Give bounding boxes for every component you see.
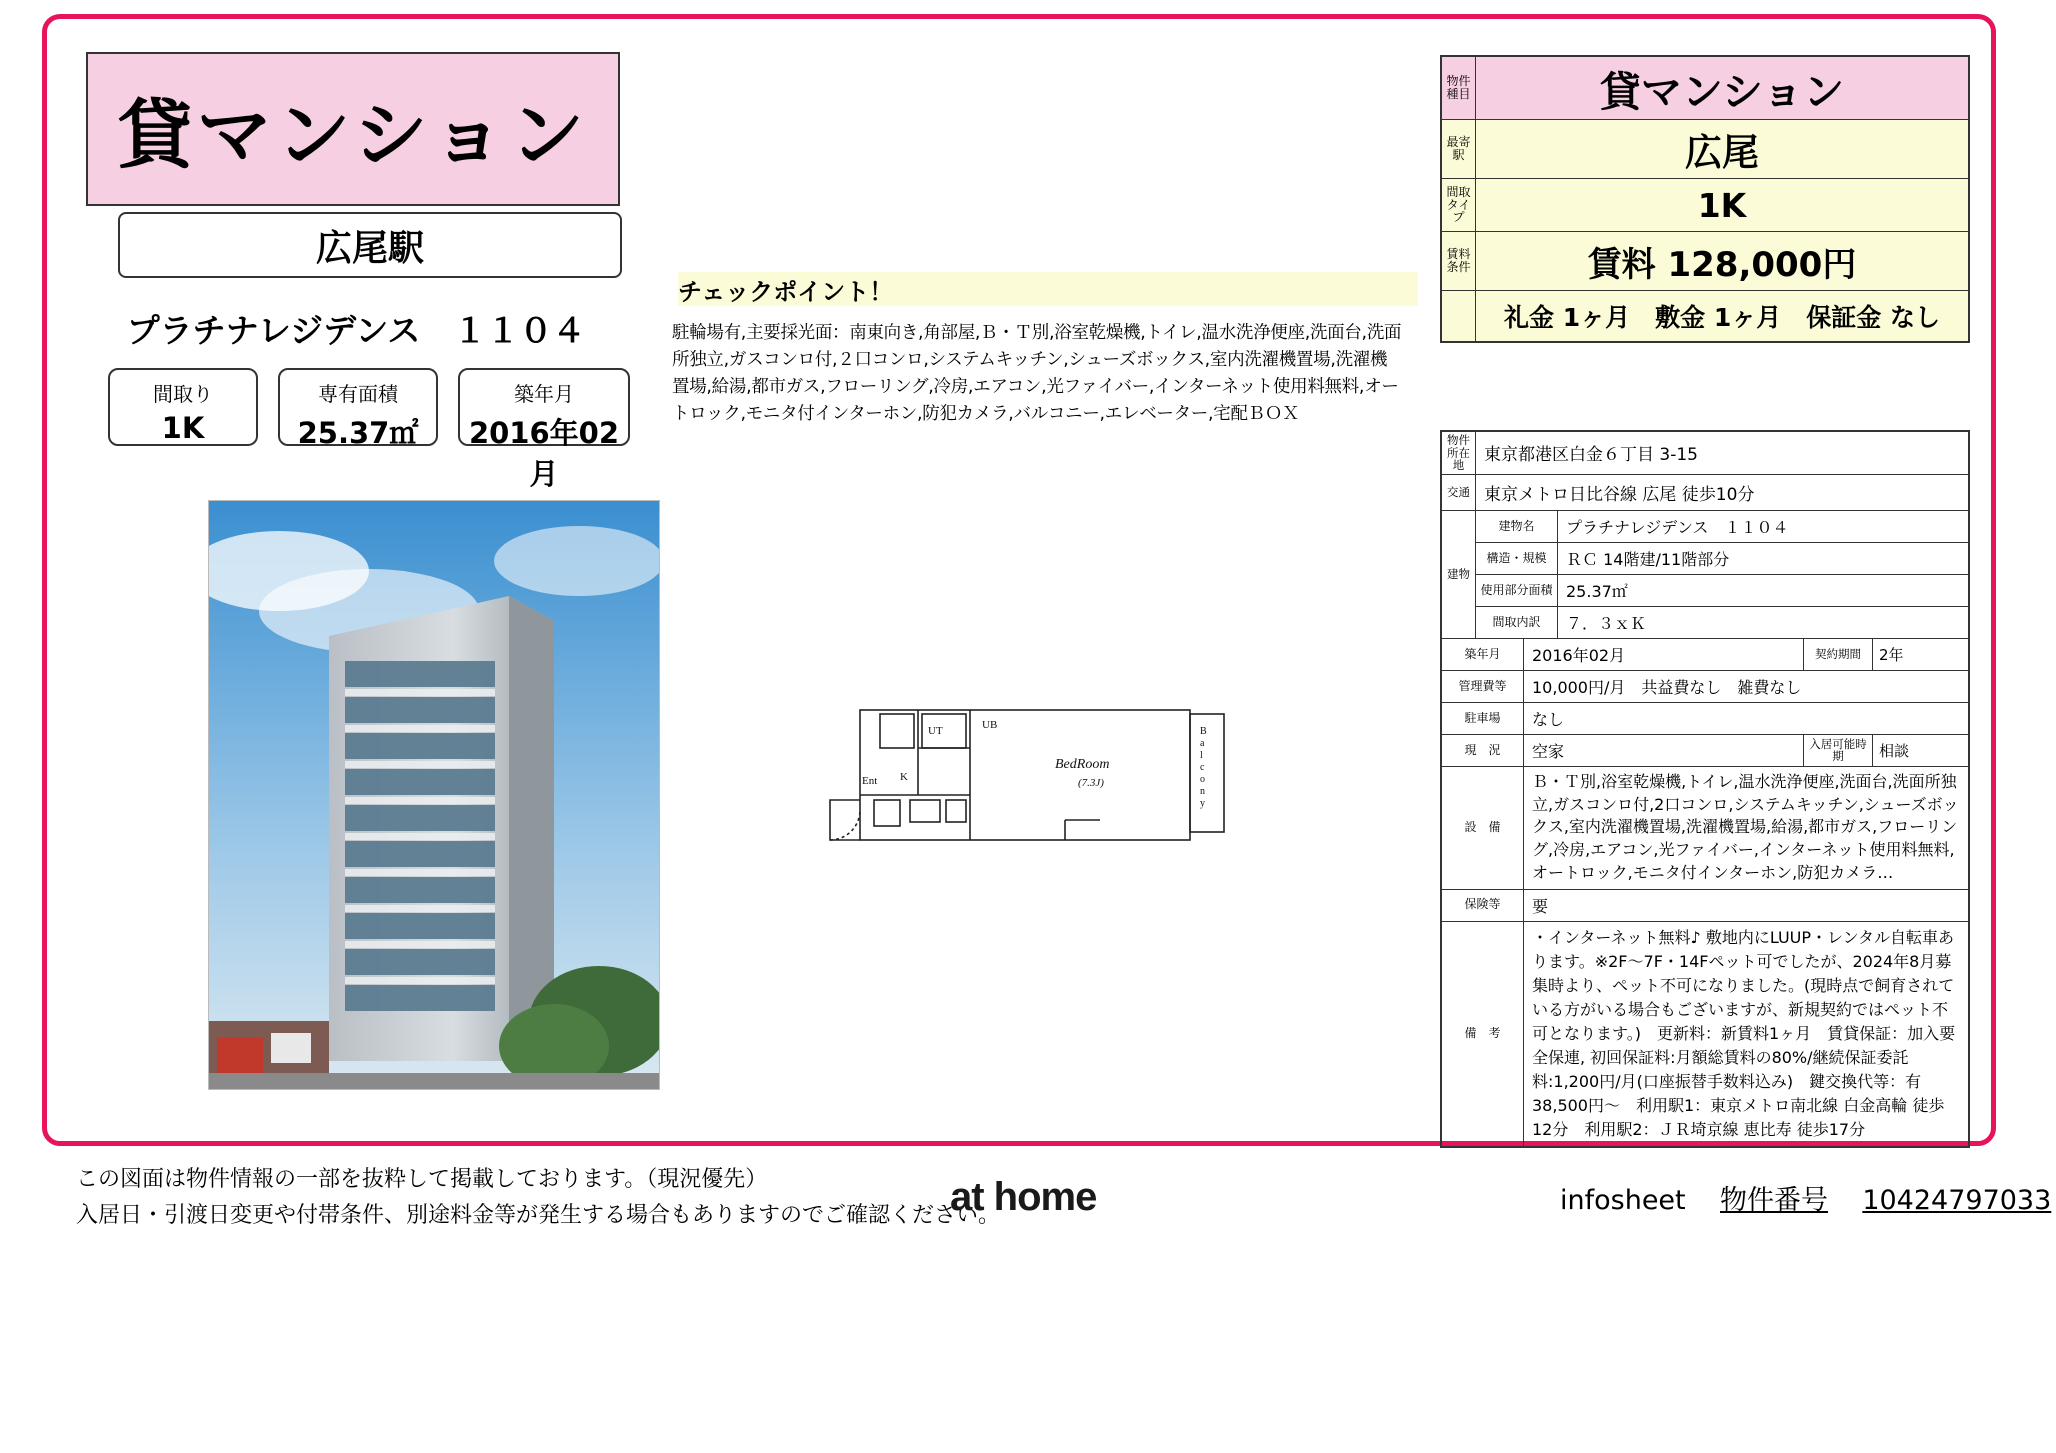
detail-label-built: 築年月 [1442, 639, 1524, 670]
property-number-label: 物件番号 [1719, 1185, 1828, 1216]
svg-text:c: c [1200, 762, 1205, 773]
detail-row-status [1442, 735, 1968, 767]
detail-row-insurance [1442, 890, 1968, 922]
property-type-banner [86, 52, 620, 206]
building-sub-row-structure [1476, 543, 1968, 575]
detail-label-contract: 契約期間 [1803, 639, 1873, 670]
summary-row-layout [1442, 179, 1968, 232]
summary-value-rent: 賃料 128,000円 [1587, 244, 1857, 285]
station-text: 広尾駅 [315, 227, 424, 269]
detail-label-address: 物件所在地 [1442, 432, 1476, 474]
area-pill [278, 368, 438, 450]
svg-text:l: l [1200, 750, 1203, 761]
built-pill-label: 築年月 [514, 382, 574, 406]
building-sub-label-name: 建物名 [1476, 511, 1558, 542]
detail-row-parking [1442, 703, 1968, 735]
detail-value-status: 空家 [1532, 741, 1565, 761]
building-photo-illustration [209, 501, 659, 1089]
detail-label-fee: 管理費等 [1442, 671, 1524, 702]
building-sub-row-name [1476, 511, 1968, 543]
layout-pill [108, 368, 258, 446]
detail-row-equipment [1442, 767, 1968, 890]
summary-value-station: 広尾 [1685, 131, 1759, 174]
infosheet-label: infosheet [1560, 1185, 1686, 1216]
detail-value-insurance: 要 [1532, 896, 1549, 916]
svg-text:o: o [1200, 774, 1205, 785]
floor-plan-drawing [800, 700, 1280, 870]
room-label-bedroom: BedRoom [1055, 757, 1110, 772]
detail-row-address [1442, 432, 1968, 475]
room-label-ent: Ent [862, 775, 878, 787]
building-sub-row-area [1476, 575, 1968, 607]
building-photo [208, 500, 660, 1090]
building-sub-label-rooms: 間取内訳 [1476, 607, 1558, 638]
detail-row-built-contract [1442, 639, 1968, 671]
svg-text:a: a [1200, 738, 1205, 749]
building-sub-label-structure: 構造・規模 [1476, 543, 1558, 574]
detail-label-insurance: 保険等 [1442, 890, 1524, 921]
disclaimer-line-2: 入居日・引渡日変更や付帯条件、別途料金等が発生する場合もありますのでご確認ください。 [76, 1203, 1001, 1228]
detail-label-equipment: 設 備 [1442, 767, 1524, 889]
detail-value-parking: なし [1532, 709, 1565, 729]
room-label-k: K [900, 771, 908, 783]
summary-label-rent: 賃料条件 [1442, 232, 1476, 290]
building-sub-value-area: 25.37㎡ [1566, 581, 1628, 601]
layout-pill-label: 間取り [153, 382, 213, 406]
athome-logo [950, 1175, 1096, 1220]
summary-label-layout: 間取タイプ [1442, 179, 1476, 231]
detail-row-transport [1442, 475, 1968, 511]
summary-label-station: 最寄駅 [1442, 120, 1476, 178]
building-sub-value-rooms: ７．３ｘＫ [1566, 613, 1647, 633]
room-label-ut: UT [928, 725, 943, 737]
building-sub-label-area: 使用部分面積 [1476, 575, 1558, 606]
area-pill-label: 専有面積 [318, 382, 398, 406]
room-label-bedroom-size: (7.3J) [1078, 777, 1104, 789]
summary-row-deposit [1442, 291, 1968, 341]
svg-text:y: y [1200, 798, 1205, 809]
detail-label-status: 現 況 [1442, 735, 1524, 766]
detail-value-contract: 2年 [1879, 645, 1904, 664]
checkpoint-title: チェックポイント！ [678, 278, 894, 306]
detail-value-movein: 相談 [1879, 741, 1910, 760]
summary-table [1440, 55, 1970, 343]
detail-row-fee [1442, 671, 1968, 703]
room-label-ub: UB [982, 719, 998, 731]
disclaimer-line-1: この図面は物件情報の一部を抜粋して掲載しております。（現況優先） [76, 1167, 768, 1192]
building-name-heading: プラチナレジデンス １１０４ [126, 311, 586, 350]
area-pill-value: 25.37㎡ [297, 416, 419, 450]
floor-plan [800, 700, 1280, 870]
building-sub-row-rooms [1476, 607, 1968, 638]
infosheet-footer [1560, 1178, 2051, 1217]
detail-label-parking: 駐車場 [1442, 703, 1524, 734]
summary-value-layout: 1K [1697, 185, 1747, 225]
detail-label-building: 建物 [1442, 511, 1476, 638]
building-sub-value-structure: ＲＣ 14階建/11階部分 [1566, 549, 1730, 569]
summary-row-station [1442, 120, 1968, 179]
layout-pill-value: 1K [161, 411, 205, 445]
property-type-text: 貸マンション [117, 90, 589, 179]
detail-row-remarks [1442, 922, 1968, 1146]
detail-value-built: 2016年02月 [1532, 645, 1626, 665]
detail-label-remarks: 備 考 [1442, 922, 1524, 1146]
room-label-balcony [1200, 726, 1207, 809]
svg-text:n: n [1200, 786, 1205, 797]
detail-label-movein: 入居可能時期 [1803, 735, 1873, 766]
detail-value-equipment: Ｂ・Ｔ別,浴室乾燥機,トイレ,温水洗浄便座,洗面台,洗面所独立,ガスコンロ付,2口コンロ,システムキッチン,シューズボックス,室内洗濯機置場,洗濯機置場,給湯,都市ガス,フローリング,冷房,エアコン,光ファイバー,インターネット使用料無料,オートロック,モニタ付インターホン,防犯カメラ… [1532, 771, 1959, 882]
property-number-value: 10424797033 [1862, 1185, 2052, 1216]
svg-text:B: B [1200, 726, 1207, 737]
summary-value-deposit: 礼金 1ヶ月 敷金 1ヶ月 保証金 なし [1504, 303, 1940, 332]
detail-row-building [1442, 511, 1968, 639]
station-banner [118, 212, 622, 278]
summary-row-type [1442, 57, 1968, 120]
summary-value-type: 貸マンション [1599, 67, 1845, 116]
checkpoint-title-band [678, 272, 1418, 306]
athome-logo-text: at home [950, 1175, 1097, 1219]
building-sub-value-name: プラチナレジデンス １１０４ [1566, 517, 1789, 537]
summary-label-type: 物件種目 [1442, 57, 1476, 119]
detail-value-fee: 10,000円/月 共益費なし 雑費なし [1532, 677, 1802, 697]
detail-table [1440, 430, 1970, 1148]
checkpoint-body: 駐輪場有,主要採光面：南東向き,角部屋,Ｂ・Ｔ別,浴室乾燥機,トイレ,温水洗浄便座,洗面台,洗面所独立,ガスコンロ付,２口コンロ,システムキッチン,シューズボックス,室内洗濯機置場,洗濯機置場,給湯,都市ガス,フローリング,冷房,エアコン,光ファイバー,インターネット使用料無料,オートロック,モニタ付インターホン,防犯カメラ,バルコニー,エレベーター,宅配ＢＯＸ [672, 323, 1402, 425]
detail-label-transport: 交通 [1442, 475, 1476, 510]
detail-value-transport: 東京メトロ日比谷線 広尾 徒歩10分 [1484, 484, 1755, 505]
detail-value-remarks: ・インターネット無料♪ 敷地内にLUUP・レンタル自転車あります。※2F～7F・14Fペット可でしたが、2024年8月募集時より、ペット不可になりました。(現時点で飼育されている方がいる場合もございますが、新規契約ではペット不可となります。) 更新料：新賃料1ヶ月 賃貸保証：加入要 全保連, 初回保証料:月額総賃料の80%/継続保証委託料:1,200円/月(口座振替手数料込み) 鍵交換代等：有 38,500円～ 利用駅1：東京メトロ南北線 白金高輪 徒歩12分 利用駅2：ＪＲ埼京線 恵比寿 徒歩17分 [1532, 927, 1956, 1139]
built-pill-value: 2016年02月 [468, 416, 620, 491]
summary-label-deposit [1442, 291, 1476, 341]
built-pill [458, 368, 630, 491]
summary-row-rent [1442, 232, 1968, 291]
detail-value-address: 東京都港区白金６丁目 3-15 [1484, 445, 1698, 466]
